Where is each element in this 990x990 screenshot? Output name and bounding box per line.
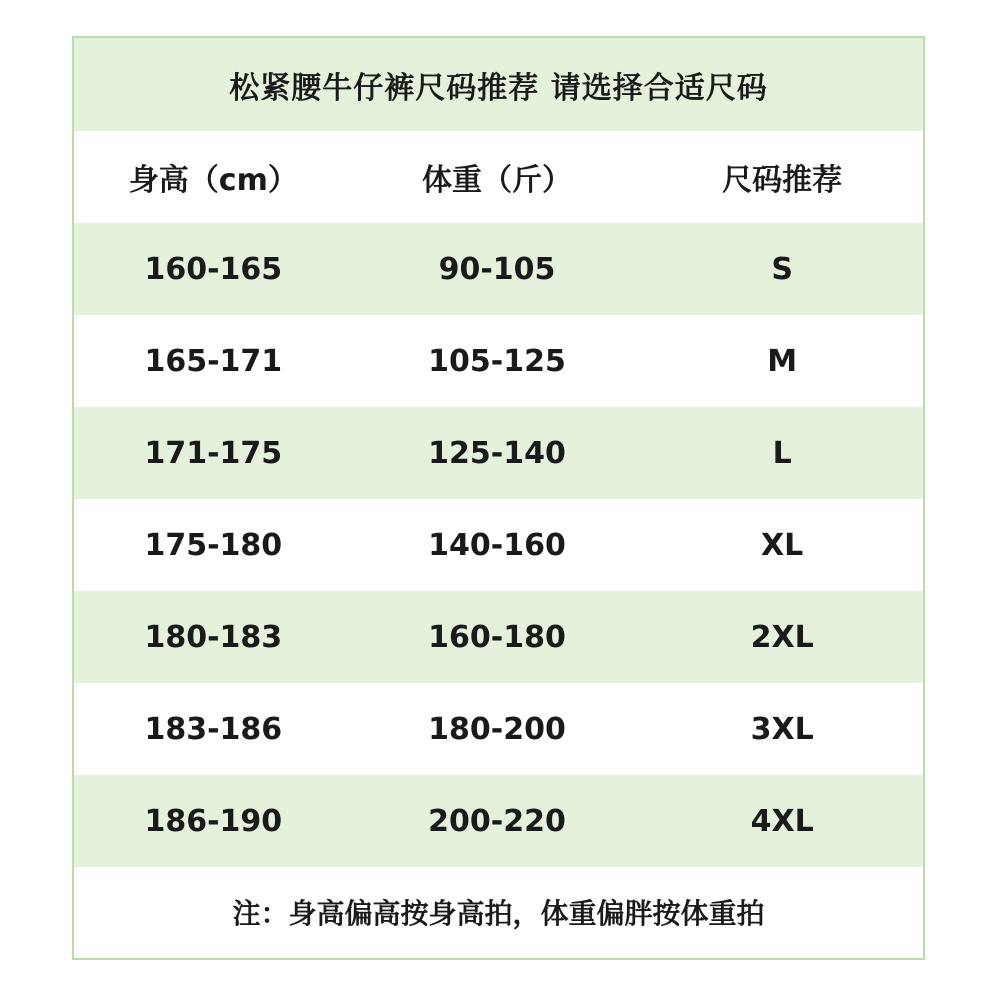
cell-weight: 140-160	[428, 527, 566, 563]
cell-size: 3XL	[750, 711, 814, 747]
cell-height: 180-183	[144, 619, 283, 655]
cell-size: 2XL	[750, 619, 814, 655]
header-size: 尺码推荐	[722, 163, 843, 198]
cell-weight: 105-125	[428, 343, 566, 379]
cell-weight: 160-180	[428, 619, 566, 655]
table-note: 注：身高偏高按身高拍，体重偏胖按体重拍	[74, 867, 923, 957]
cell-weight: 125-140	[428, 435, 566, 471]
cell-height: 175-180	[144, 527, 283, 563]
table-row	[74, 775, 923, 867]
cell-weight: 200-220	[428, 803, 566, 839]
table-title: 松紧腰牛仔裤尺码推荐 请选择合适尺码	[74, 38, 923, 131]
cell-height: 183-186	[144, 711, 283, 747]
cell-height: 165-171	[144, 343, 283, 379]
cell-size: XL	[761, 527, 804, 563]
cell-weight: 180-200	[428, 711, 566, 747]
cell-size: M	[767, 343, 798, 379]
table-header-row	[74, 131, 923, 223]
cell-height: 186-190	[144, 803, 283, 839]
cell-size: 4XL	[750, 803, 814, 839]
cell-size: L	[772, 435, 792, 471]
table-row	[74, 499, 923, 591]
table-row	[74, 223, 923, 315]
table-row	[74, 315, 923, 407]
cell-height: 171-175	[144, 435, 283, 471]
cell-size: S	[771, 251, 793, 287]
header-height: 身高（cm）	[128, 163, 298, 198]
cell-weight: 90-105	[438, 251, 556, 287]
table-row	[74, 407, 923, 499]
size-chart-table	[72, 36, 925, 960]
header-weight: 体重（斤）	[422, 163, 572, 198]
cell-height: 160-165	[144, 251, 283, 287]
table-row	[74, 591, 923, 683]
table-row	[74, 683, 923, 775]
